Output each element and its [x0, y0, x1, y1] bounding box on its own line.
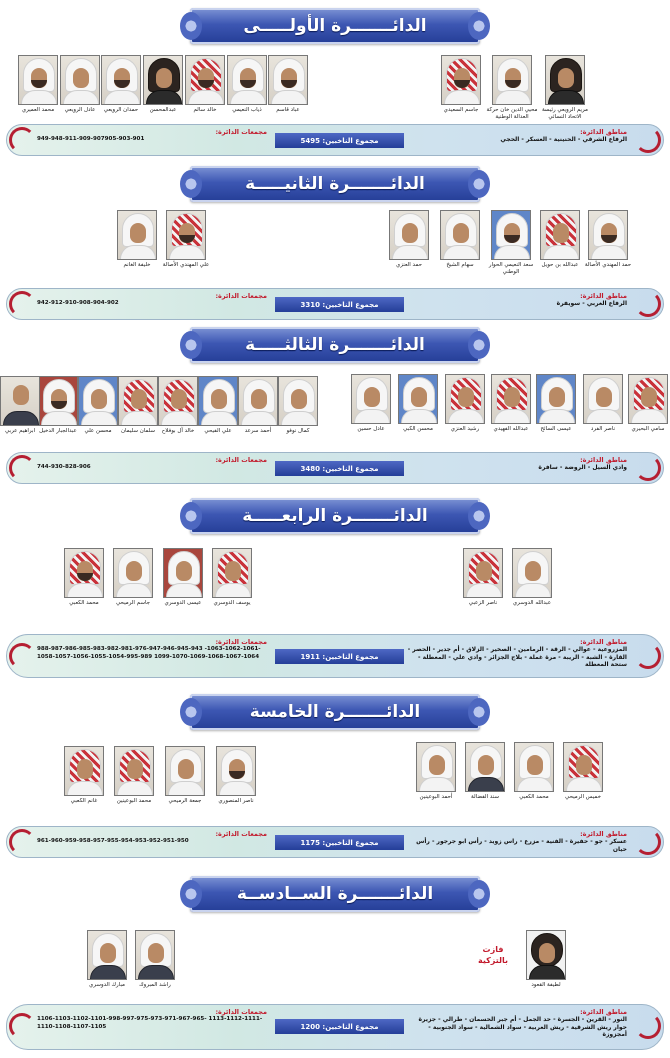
section-5-title-banner — [190, 694, 480, 730]
candidate-name: سعد النعيمي الحوار الوطني — [488, 262, 534, 275]
candidate-photo — [143, 55, 183, 105]
candidate-card — [628, 374, 668, 433]
district-areas: مناطق الدائرة: الرفاع الشرقي - الحنينية - العسكر - الحجي — [500, 128, 627, 143]
candidate-name: أحمد سرعد — [244, 428, 272, 434]
voter-count: مجموع الناخبين: 3310 — [275, 297, 404, 312]
candidate-name: سند الفضالة — [471, 794, 499, 800]
section-3-info-bar — [6, 452, 664, 484]
candidate-card — [540, 210, 580, 269]
district-centers: مجمعات الدائرة: 961-960-959-958-957-955-954-953-952-951-950 — [37, 830, 267, 844]
section-2-title-banner — [190, 166, 480, 202]
candidate-photo — [268, 55, 308, 105]
swirl-ornament-icon — [9, 1013, 35, 1039]
candidate-name: محمد البوعينين — [116, 798, 152, 804]
candidate-card — [441, 55, 481, 114]
candidate-name: مبارك الدوسري — [89, 982, 125, 988]
swirl-ornament-icon — [9, 829, 35, 855]
candidate-photo — [491, 374, 531, 424]
candidate-card — [216, 746, 256, 805]
candidate-card — [398, 374, 438, 433]
voter-count: مجموع الناخبين: 1911 — [275, 649, 404, 664]
candidate-name: أحمد البوعينين — [419, 794, 453, 800]
candidate-photo — [114, 746, 154, 796]
candidate-card — [389, 210, 429, 269]
candidate-name: محيي الدين خان حركة العدالة الوطنية — [486, 107, 538, 120]
candidate-card — [227, 55, 267, 114]
candidate-name: كمال نوفو — [286, 428, 310, 434]
candidate-name: جمعة الرميحي — [168, 798, 202, 804]
swirl-ornament-icon — [635, 455, 661, 481]
candidate-photo — [491, 210, 531, 260]
voter-count: مجموع الناخبين: 1175 — [275, 835, 404, 850]
candidate-photo — [463, 548, 503, 598]
candidate-name: ناصر الزعبي — [468, 600, 498, 606]
swirl-ornament-icon — [635, 1013, 661, 1039]
candidate-photo — [398, 374, 438, 424]
section-2-title: الدائـــــــرة الثانيـــــة — [245, 174, 425, 194]
candidate-photo — [165, 746, 205, 796]
candidate-photo — [101, 55, 141, 105]
candidate-photo — [18, 55, 58, 105]
candidate-name: لطيفة القعود — [531, 982, 561, 988]
candidate-name: مريم الرويعي رئيسة الاتحاد النسائي — [541, 107, 589, 120]
candidate-name: سامي البحيري — [631, 426, 665, 432]
swirl-ornament-icon — [9, 291, 35, 317]
candidate-name: عبدالله الفهيدي — [493, 426, 529, 432]
candidate-photo — [512, 548, 552, 598]
candidate-photo — [416, 742, 456, 792]
section-3-title-banner — [190, 327, 480, 363]
candidate-card — [465, 742, 505, 801]
candidate-card — [117, 210, 157, 269]
candidate-card — [416, 742, 456, 801]
candidate-name: عبدالله الدوسري — [512, 600, 552, 606]
section-6-title: الدائـــــــرة الســادســة — [236, 884, 434, 904]
candidate-photo — [38, 376, 78, 426]
candidate-card — [101, 55, 141, 114]
candidate-card — [0, 376, 40, 435]
candidate-photo — [545, 55, 585, 105]
candidate-card — [584, 210, 632, 269]
district-centers: مجمعات الدائرة: 744-930-828-906 — [37, 456, 267, 470]
swirl-ornament-icon — [9, 643, 35, 669]
candidate-card — [514, 742, 554, 801]
section-5-title: الدائـــــــرة الخامسة — [249, 702, 421, 722]
candidate-card — [38, 376, 78, 435]
candidate-photo — [60, 55, 100, 105]
candidate-photo — [563, 742, 603, 792]
section-1-title-banner — [190, 8, 480, 44]
section-4-title-banner — [190, 498, 480, 534]
candidate-photo — [0, 376, 40, 426]
candidate-name: ابراهيم عربي — [4, 428, 36, 434]
district-areas: مناطق الدائرة: الرفاع الغربي - سويفرة — [556, 292, 627, 307]
swirl-ornament-icon — [635, 643, 661, 669]
district-areas: مناطق الدائرة: النور - القرين - الجسرة - حد الجمل - أم جبر الحسمان - طرالي - جزيرة حوار ريش الشرقية - ريش الغربية - سواد الشمالية - سواد الجنوبية - أمجزوزة — [418, 1008, 627, 1038]
candidate-card — [238, 376, 278, 435]
candidate-name: علي المهندي الأصالة — [162, 262, 210, 268]
candidate-card — [212, 548, 252, 607]
candidate-card — [163, 548, 203, 607]
section-5-info-bar — [6, 826, 664, 858]
candidate-name: ناصر الفرد — [590, 426, 616, 432]
section-4-info-bar — [6, 634, 664, 678]
candidate-photo — [583, 374, 623, 424]
candidate-name: راشد المبروك — [139, 982, 171, 988]
candidate-photo — [628, 374, 668, 424]
candidate-photo — [351, 374, 391, 424]
candidate-photo — [64, 746, 104, 796]
candidate-photo — [163, 548, 203, 598]
candidate-name: سهام الشيخ — [446, 262, 474, 268]
candidate-photo — [117, 210, 157, 260]
candidate-name: محسن علي — [84, 428, 112, 434]
candidate-photo — [588, 210, 628, 260]
candidate-card — [440, 210, 480, 269]
candidate-card — [114, 746, 154, 805]
acclamation-note: فازت بالتزكية — [477, 945, 509, 965]
candidate-photo — [536, 374, 576, 424]
candidate-photo — [166, 210, 206, 260]
district-areas: مناطق الدائرة: وادي السيل - الروضة - سافرة — [538, 456, 627, 471]
swirl-ornament-icon — [635, 829, 661, 855]
candidate-photo — [64, 548, 104, 598]
candidate-photo — [238, 376, 278, 426]
candidate-name: عيسى السائح — [540, 426, 572, 432]
candidate-card — [198, 376, 238, 435]
candidate-photo — [445, 374, 485, 424]
candidate-photo — [87, 930, 127, 980]
candidate-name: عبدالمحسن — [149, 107, 177, 113]
candidate-card — [563, 742, 603, 801]
section-6-info-bar — [6, 1004, 664, 1050]
candidate-name: عبدالجبار الدخيل — [39, 428, 77, 434]
candidate-name: محمد الكعبي — [69, 600, 99, 606]
candidate-photo — [113, 548, 153, 598]
candidate-name: محسن الكبي — [403, 426, 433, 432]
candidate-photo — [278, 376, 318, 426]
candidate-card — [512, 548, 552, 607]
section-6-title-banner — [190, 876, 480, 912]
candidate-card — [491, 374, 531, 433]
candidate-card — [536, 374, 576, 433]
candidate-photo — [198, 376, 238, 426]
section-3-title: الدائـــــــرة الثالثـــــة — [245, 335, 425, 355]
candidate-card — [87, 930, 127, 989]
district-areas: مناطق الدائرة: عسكر - جو - حفيرة - الفنية - مزرع - راس زويد - رأس ابو جرجور - رأس حيان — [416, 830, 627, 853]
district-centers: مجمعات الدائرة: 1106-1103-1102-1101-998-997-975-973-971-967-965- 1113-1112-1111-1110-1108-1107-1105 — [37, 1008, 267, 1030]
voter-count: مجموع الناخبين: 1200 — [275, 1019, 404, 1034]
section-1-title: الدائـــــــرة الأولـــــى — [243, 16, 427, 36]
candidate-photo — [135, 930, 175, 980]
candidate-photo — [118, 376, 158, 426]
candidate-name: خالد سالم — [193, 107, 217, 113]
candidate-name: علي الفيحي — [204, 428, 232, 434]
candidate-card — [78, 376, 118, 435]
candidate-name: حمد المهندي الأصالة — [584, 262, 632, 268]
candidate-photo — [465, 742, 505, 792]
candidate-card — [278, 376, 318, 435]
candidate-card — [488, 210, 534, 275]
candidate-photo — [227, 55, 267, 105]
candidate-name: يوسف الدوسري — [213, 600, 251, 606]
candidate-photo — [492, 55, 532, 105]
candidate-name: خليفة الغانم — [123, 262, 151, 268]
candidate-card — [18, 55, 58, 114]
candidate-card — [526, 930, 566, 989]
candidate-name: جاسم الرميحي — [115, 600, 151, 606]
candidate-card — [185, 55, 225, 114]
candidate-photo — [389, 210, 429, 260]
voter-count: مجموع الناخبين: 3480 — [275, 461, 404, 476]
candidate-card — [463, 548, 503, 607]
candidate-name: حمدان الرويعي — [103, 107, 139, 113]
candidate-name: عيسى الدوسري — [164, 600, 202, 606]
candidate-card — [583, 374, 623, 433]
candidate-card — [162, 210, 210, 269]
candidate-photo — [216, 746, 256, 796]
candidate-name: محمد العميري — [21, 107, 55, 113]
candidate-name: عباد قاسم — [276, 107, 300, 113]
candidate-card — [143, 55, 183, 114]
section-1-info-bar — [6, 124, 664, 156]
candidate-name: محمد الكعبي — [519, 794, 549, 800]
candidate-name: خميس الرميحي — [565, 794, 601, 800]
section-4-title: الدائـــــــرة الرابعـــــة — [242, 506, 428, 526]
candidate-card — [60, 55, 100, 114]
candidate-name: ذياب النعيمي — [232, 107, 262, 113]
candidate-name: رشيد العنزي — [450, 426, 480, 432]
candidate-photo — [185, 55, 225, 105]
candidate-card — [113, 548, 153, 607]
candidate-name: عبدالله بن حويل — [541, 262, 579, 268]
candidate-name: ناصر المنصوري — [218, 798, 254, 804]
candidate-photo — [158, 376, 198, 426]
district-centers: مجمعات الدائرة: 988-987-986-985-983-982-981-976-947-946-945-943 -1063-1062-1061-1058-1057-1056-1055-1054-995-989 1099-1070-1069-1068-1067-1064 — [37, 638, 267, 660]
candidate-card — [158, 376, 198, 435]
candidate-photo — [540, 210, 580, 260]
candidate-name: جاسم السعيدي — [443, 107, 479, 113]
section-2-info-bar — [6, 288, 664, 320]
candidate-card — [64, 746, 104, 805]
candidate-card — [268, 55, 308, 114]
voter-count: مجموع الناخبين: 5495 — [275, 133, 404, 148]
candidate-card — [64, 548, 104, 607]
swirl-ornament-icon — [9, 127, 35, 153]
candidate-card — [486, 55, 538, 120]
swirl-ornament-icon — [635, 291, 661, 317]
candidate-photo — [441, 55, 481, 105]
candidate-name: خالد آل بوفلاح — [161, 428, 195, 434]
district-areas: مناطق الدائرة: المزروعية - عوالي - الرقة - الرمامين - الصخير - الزلاق - أم جدير - الحصر - القارة - الشبة - الريبة - مرة غملة - بلاج الجزائر - وادي علي - المعطلة - ستحة المعطلة — [407, 638, 627, 668]
candidate-name: غانم الكعبي — [70, 798, 98, 804]
candidate-card — [118, 376, 158, 435]
candidate-card — [351, 374, 391, 433]
candidate-photo — [526, 930, 566, 980]
candidate-photo — [78, 376, 118, 426]
candidate-name: حمد العنزي — [395, 262, 423, 268]
candidate-card — [541, 55, 589, 120]
candidate-name: عادل الرويعي — [64, 107, 96, 113]
swirl-ornament-icon — [635, 127, 661, 153]
candidate-card — [165, 746, 205, 805]
candidate-photo — [514, 742, 554, 792]
candidate-card — [135, 930, 175, 989]
swirl-ornament-icon — [9, 455, 35, 481]
candidate-card — [445, 374, 485, 433]
candidate-name: عادل حسين — [357, 426, 385, 432]
candidate-photo — [212, 548, 252, 598]
candidate-name: سلمان سليمان — [120, 428, 156, 434]
district-centers: مجمعات الدائرة: 942-912-910-908-904-902 — [37, 292, 267, 306]
district-centers: مجمعات الدائرة: 949-948-911-909-907905-903-901 — [37, 128, 267, 142]
candidate-photo — [440, 210, 480, 260]
